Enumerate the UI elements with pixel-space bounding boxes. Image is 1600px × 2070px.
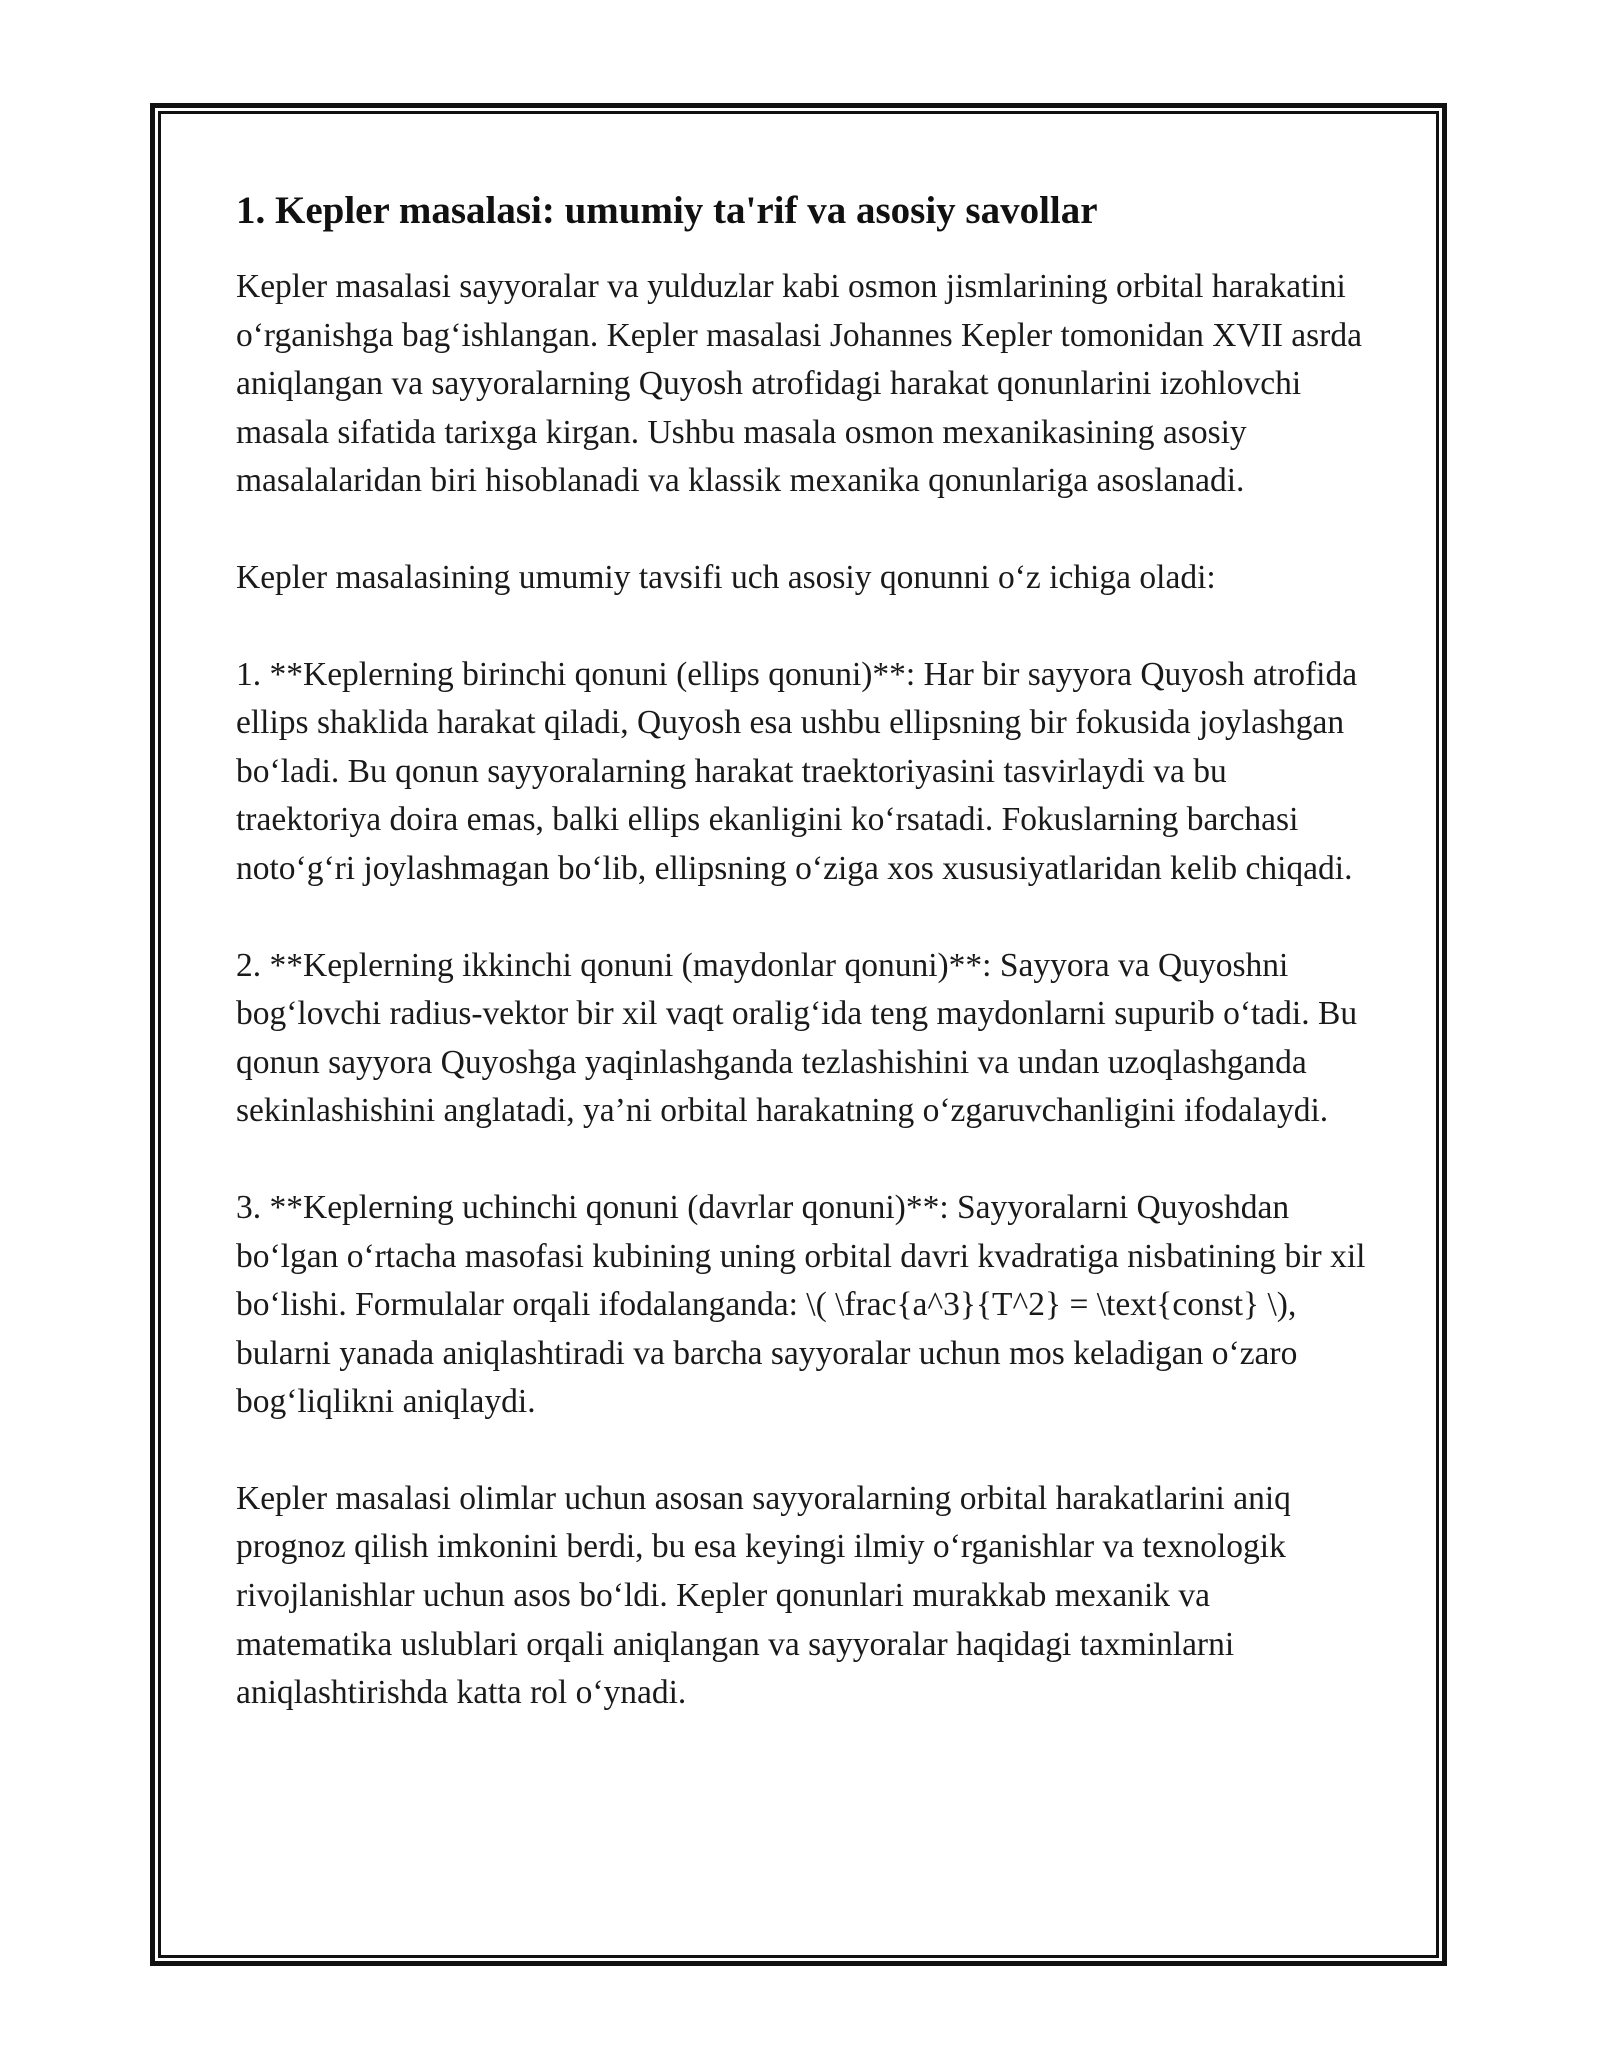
section-heading: 1. Kepler masalasi: umumiy ta'rif va asosiy savollar [236, 189, 1098, 232]
paragraph-conclusion: Kepler masalasi olimlar uchun asosan sayyoralarning orbital harakatlarini aniq prognoz qilish imkonini berdi, bu esa keyingi ilmiy o‘rganishlar va texnologik rivojlanishlar uchun asos bo‘ldi. Kepler qonunlari murakkab mexanik va matematika uslublari orqali aniqlangan va sayyoralar haqidagi taxminlarni aniqlashtirishda katta rol o‘ynadi. [236, 1479, 1291, 1712]
paragraph-second-law: 2. **Keplerning ikkinchi qonuni (maydonlar qonuni)**: Sayyora va Quyoshni bog‘lovchi radius-vektor bir xil vaqt oralig‘ida teng maydonlarni supurib o‘tadi. Bu qonun sayyora Quyoshga yaqinlashganda tezlashishini va undan uzoqlashganda sekinlashishini anglatadi, ya’ni orbital harakatning o‘zgaruvchanligini ifodalaydi. [236, 946, 1358, 1130]
paragraph-first-law: 1. **Keplerning birinchi qonuni (ellips qonuni)**: Har bir sayyora Quyosh atrofida ellips shaklida harakat qiladi, Quyosh esa ushbu ellipsning bir fokusida joylashgan bo‘ladi. Bu qonun sayyoralarning harakat traektoriyasini tasvirlaydi va bu traektoriya doira emas, balki ellips ekanligini ko‘rsatadi. Fokuslarning barchasi noto‘g‘ri joylashmagan bo‘lib, ellipsning o‘ziga xos xususiyatlaridan kelib chiqadi. [236, 655, 1358, 887]
paragraph-intro: Kepler masalasi sayyoralar va yulduzlar kabi osmon jismlarining orbital harakatini o‘rganishga bag‘ishlangan. Kepler masalasi Johannes Kepler tomonidan XVII asrda aniqlangan va sayyoralarning Quyosh atrofidagi harakat qonunlarini izohlovchi masala sifatida tarixga kirgan. Ushbu masala osmon mexanikasining asosiy masalalaridan biri hisoblanadi va klassik mexanika qonunlariga asoslanadi. [236, 268, 1362, 500]
paragraph-third-law: 3. **Keplerning uchinchi qonuni (davrlar qonuni)**: Sayyoralarni Quyoshdan bo‘lgan o‘rtacha masofasi kubining uning orbital davri kvadratiga nisbatining bir xil bo‘lishi. Formulalar orqali ifodalanganda: \( \frac{a^3}{T^2} = \text{const} \), bularni yanada aniqlashtiradi va barcha sayyoralar uchun mos keladigan o‘zaro bog‘liqlikni aniqlaydi. [236, 1188, 1366, 1421]
document-body [236, 185, 1366, 1766]
paragraph-summary: Kepler masalasining umumiy tavsifi uch asosiy qonunni o‘z ichiga oladi: [236, 558, 1216, 596]
